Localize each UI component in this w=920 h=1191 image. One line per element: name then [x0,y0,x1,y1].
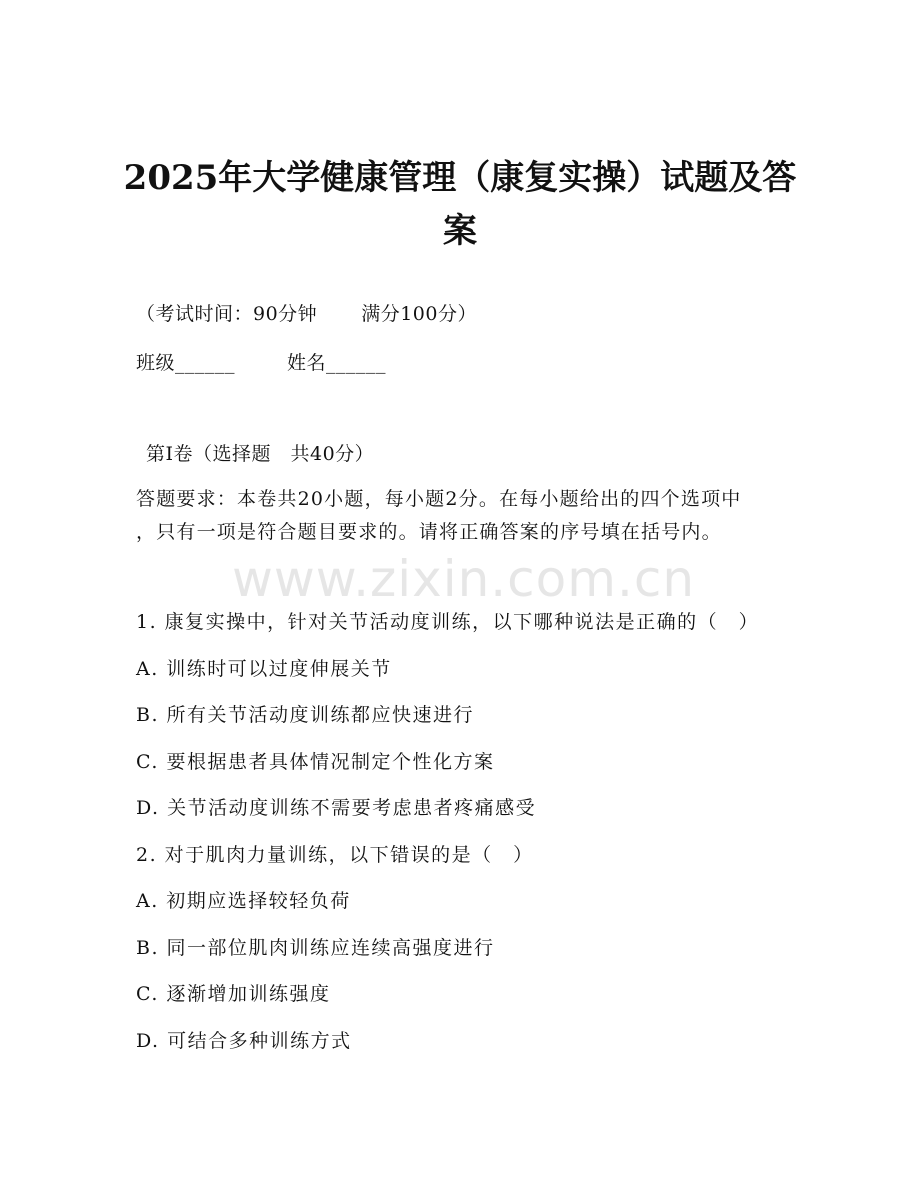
requirements-line-1: 答题要求：本卷共20小题，每小题2分。在每小题给出的四个选项中 [136,488,742,510]
question-stem: 2. 对于肌肉力量训练，以下错误的是（ ） [136,844,534,866]
question-stem: 1. 康复实操中，针对关节活动度训练，以下哪种说法是正确的（ ） [136,611,760,633]
exam-full-score: 满分100分） [361,303,477,325]
watermark: www.zixin.com.cn [232,550,696,608]
exam-time: （考试时间：90分钟 [136,303,318,325]
section-title: 第I卷（选择题 共40分） [146,443,375,465]
name-field-label: 姓名______ [287,352,387,374]
student-info [136,349,386,377]
question-option: A. 初期应选择较轻负荷 [136,890,351,912]
question-option: D. 可结合多种训练方式 [136,1030,352,1052]
exam-meta [136,300,477,328]
question-option: B. 所有关节活动度训练都应快速进行 [136,704,475,726]
question-option: D. 关节活动度训练不需要考虑患者疼痛感受 [136,797,537,819]
document-title: 2025年大学健康管理（康复实操）试题及答案 [123,158,797,251]
requirements-line-2: ，只有一项是符合题目要求的。请将正确答案的序号填在括号内。 [136,521,722,543]
question-option: B. 同一部位肌肉训练应连续高强度进行 [136,937,495,959]
question-option: C. 逐渐增加训练强度 [136,983,331,1005]
question-option: C. 要根据患者具体情况制定个性化方案 [136,751,495,773]
question-option: A. 训练时可以过度伸展关节 [136,658,392,680]
class-field-label: 班级______ [136,352,236,374]
